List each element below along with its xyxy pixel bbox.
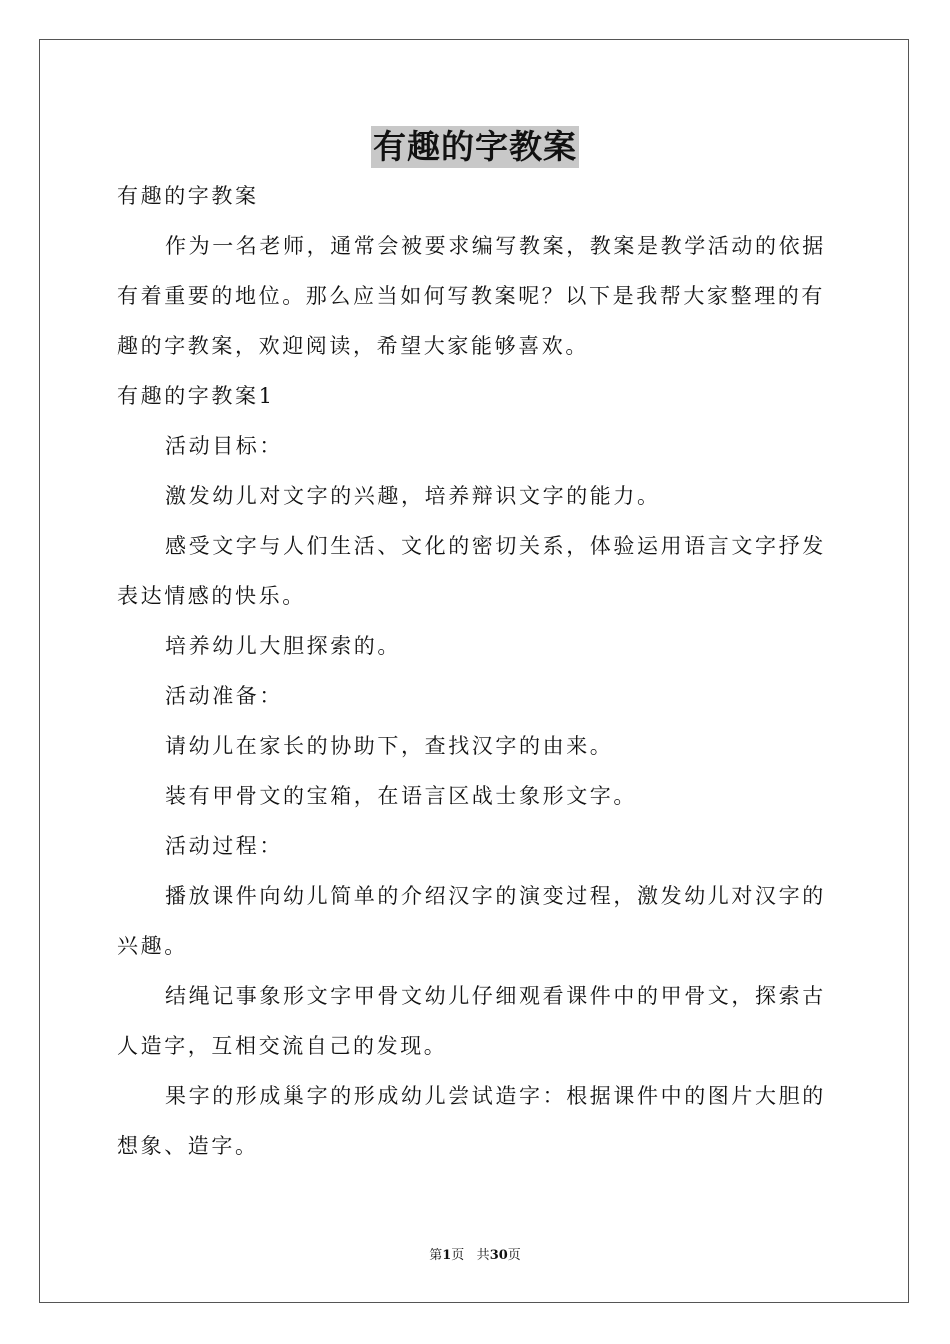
doc-line: 感受文字与人们生活、文化的密切关系，体验运用语言文字抒发 (165, 534, 826, 558)
doc-line: 表达情感的快乐。 (117, 584, 306, 608)
doc-line: 有趣的字教案1 (117, 384, 275, 408)
footer-page-suffix: 页 (451, 1248, 465, 1263)
doc-line: 结绳记事象形文字甲骨文幼儿仔细观看课件中的甲骨文，探索古 (165, 984, 826, 1008)
doc-line: 作为一名老师，通常会被要求编写教案，教案是教学活动的依据 (165, 234, 826, 258)
title-wrap (0, 126, 950, 168)
doc-line: 播放课件向幼儿简单的介绍汉字的演变过程，激发幼儿对汉字的 (165, 884, 826, 908)
doc-line: 请幼儿在家长的协助下，查找汉字的由来。 (165, 734, 614, 758)
doc-line: 人造字，互相交流自己的发现。 (117, 1034, 448, 1058)
doc-line: 装有甲骨文的宝箱，在语言区战士象形文字。 (165, 784, 637, 808)
doc-line: 想象、造字。 (117, 1134, 259, 1158)
doc-line: 活动准备： (165, 684, 283, 708)
doc-line: 趣的字教案，欢迎阅读，希望大家能够喜欢。 (117, 334, 589, 358)
footer-total-pages: 30 (489, 1248, 508, 1263)
document-title: 有趣的字教案 (373, 127, 577, 166)
doc-line: 果字的形成巢字的形成幼儿尝试造字：根据课件中的图片大胆的 (165, 1084, 826, 1108)
footer-page-number: 1 (442, 1248, 452, 1263)
doc-line: 活动目标： (165, 434, 283, 458)
doc-line: 有着重要的地位。那么应当如何写教案呢？以下是我帮大家整理的有 (117, 284, 825, 308)
doc-line: 活动过程： (165, 834, 283, 858)
footer-total-prefix: 共 (476, 1248, 490, 1263)
doc-line: 有趣的字教案 (117, 184, 259, 208)
page-footer (0, 1244, 950, 1263)
doc-line: 激发幼儿对文字的兴趣，培养辩识文字的能力。 (165, 484, 661, 508)
doc-line: 兴趣。 (117, 934, 188, 958)
footer-prefix: 第 (429, 1248, 443, 1263)
footer-total-suffix: 页 (507, 1248, 521, 1263)
doc-line: 培养幼儿大胆探索的。 (165, 634, 401, 658)
